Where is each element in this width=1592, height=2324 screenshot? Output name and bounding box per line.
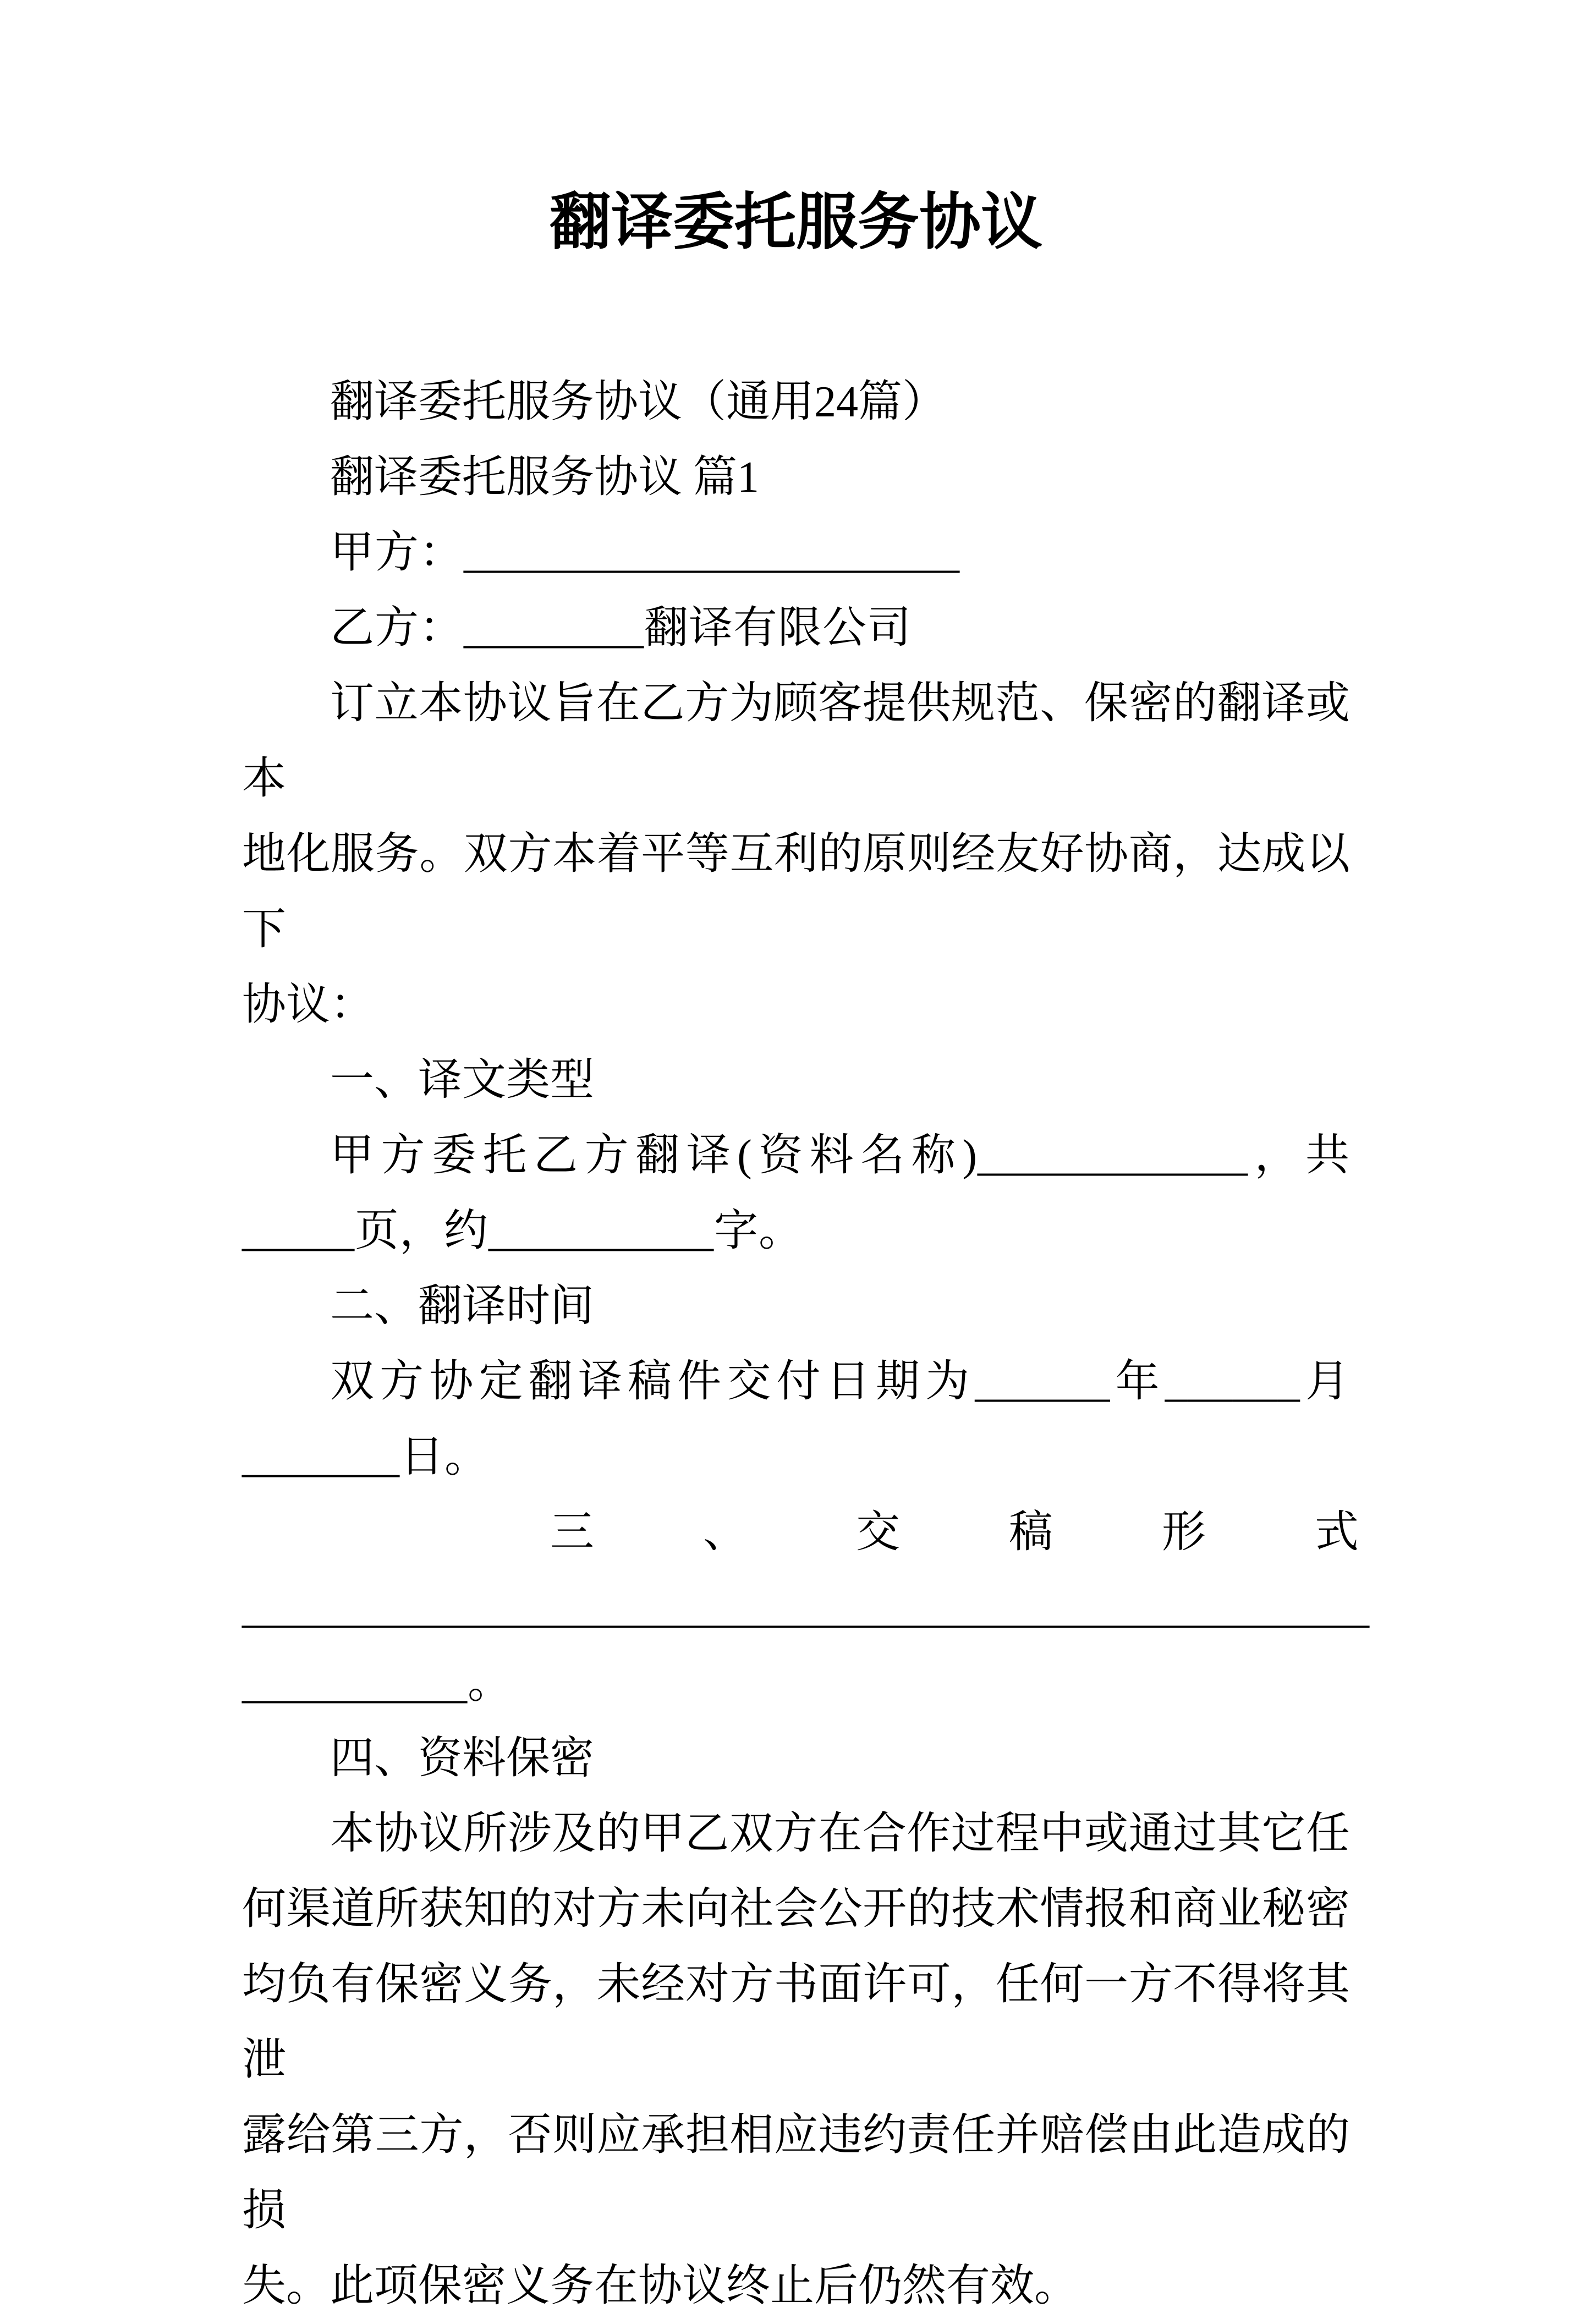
- party-a-blank-line: 甲方：______________________: [330, 529, 960, 577]
- section-2-body-line-1: 双方协定翻译稿件交付日期为______年______月: [330, 1358, 1350, 1406]
- section-1-body-line-1: 甲方委托乙方翻译(资料名称)____________，共: [330, 1131, 1350, 1180]
- intro-paragraph-line-3: 协议：: [242, 981, 374, 1029]
- section-4-body-line-3: 均负有保密义务，未经对方书面许可，任何一方不得将其泄: [242, 1960, 1350, 2084]
- subtitle-general-24: 翻译委托服务协议（通用24篇）: [330, 378, 946, 426]
- section-2-body-line-2: _______日。: [242, 1433, 489, 1481]
- document-body: [242, 365, 1370, 2324]
- section-1-heading: 一、译文类型: [330, 1056, 594, 1105]
- section-2-heading: 二、翻译时间: [330, 1282, 594, 1331]
- subtitle-part-1: 翻译委托服务协议 篇1: [330, 453, 759, 502]
- section-3-blank-line-2: __________。: [242, 1659, 512, 1707]
- intro-paragraph-line-2: 地化服务。双方本着平等互利的原则经友好协商，达成以下: [242, 830, 1350, 954]
- section-3-heading-spread: 三、交稿形式: [550, 1508, 1359, 1557]
- section-4-body-line-1: 本协议所涉及的甲乙双方在合作过程中或通过其它任: [330, 1810, 1350, 1858]
- section-4-body-line-4: 露给第三方，否则应承担相应违约责任并赔偿由此造成的损: [242, 2111, 1350, 2235]
- section-3-blank-line-1: __________________________________________________: [242, 1584, 1370, 1632]
- section-1-body-line-2: _____页，约__________字。: [242, 1207, 803, 1255]
- party-b-company-line: 乙方：________翻译有限公司: [330, 604, 912, 652]
- section-4-body-line-2: 何渠道所获知的对方未向社会公开的技术情报和商业秘密: [242, 1885, 1350, 1933]
- section-4-body-line-5: 失。此项保密义务在协议终止后仍然有效。: [242, 2262, 1078, 2310]
- intro-paragraph-line-1: 订立本协议旨在乙方为顾客提供规范、保密的翻译或本: [242, 679, 1350, 803]
- document-title: 翻译委托服务协议: [550, 189, 1042, 257]
- section-4-heading: 四、资料保密: [330, 1734, 594, 1783]
